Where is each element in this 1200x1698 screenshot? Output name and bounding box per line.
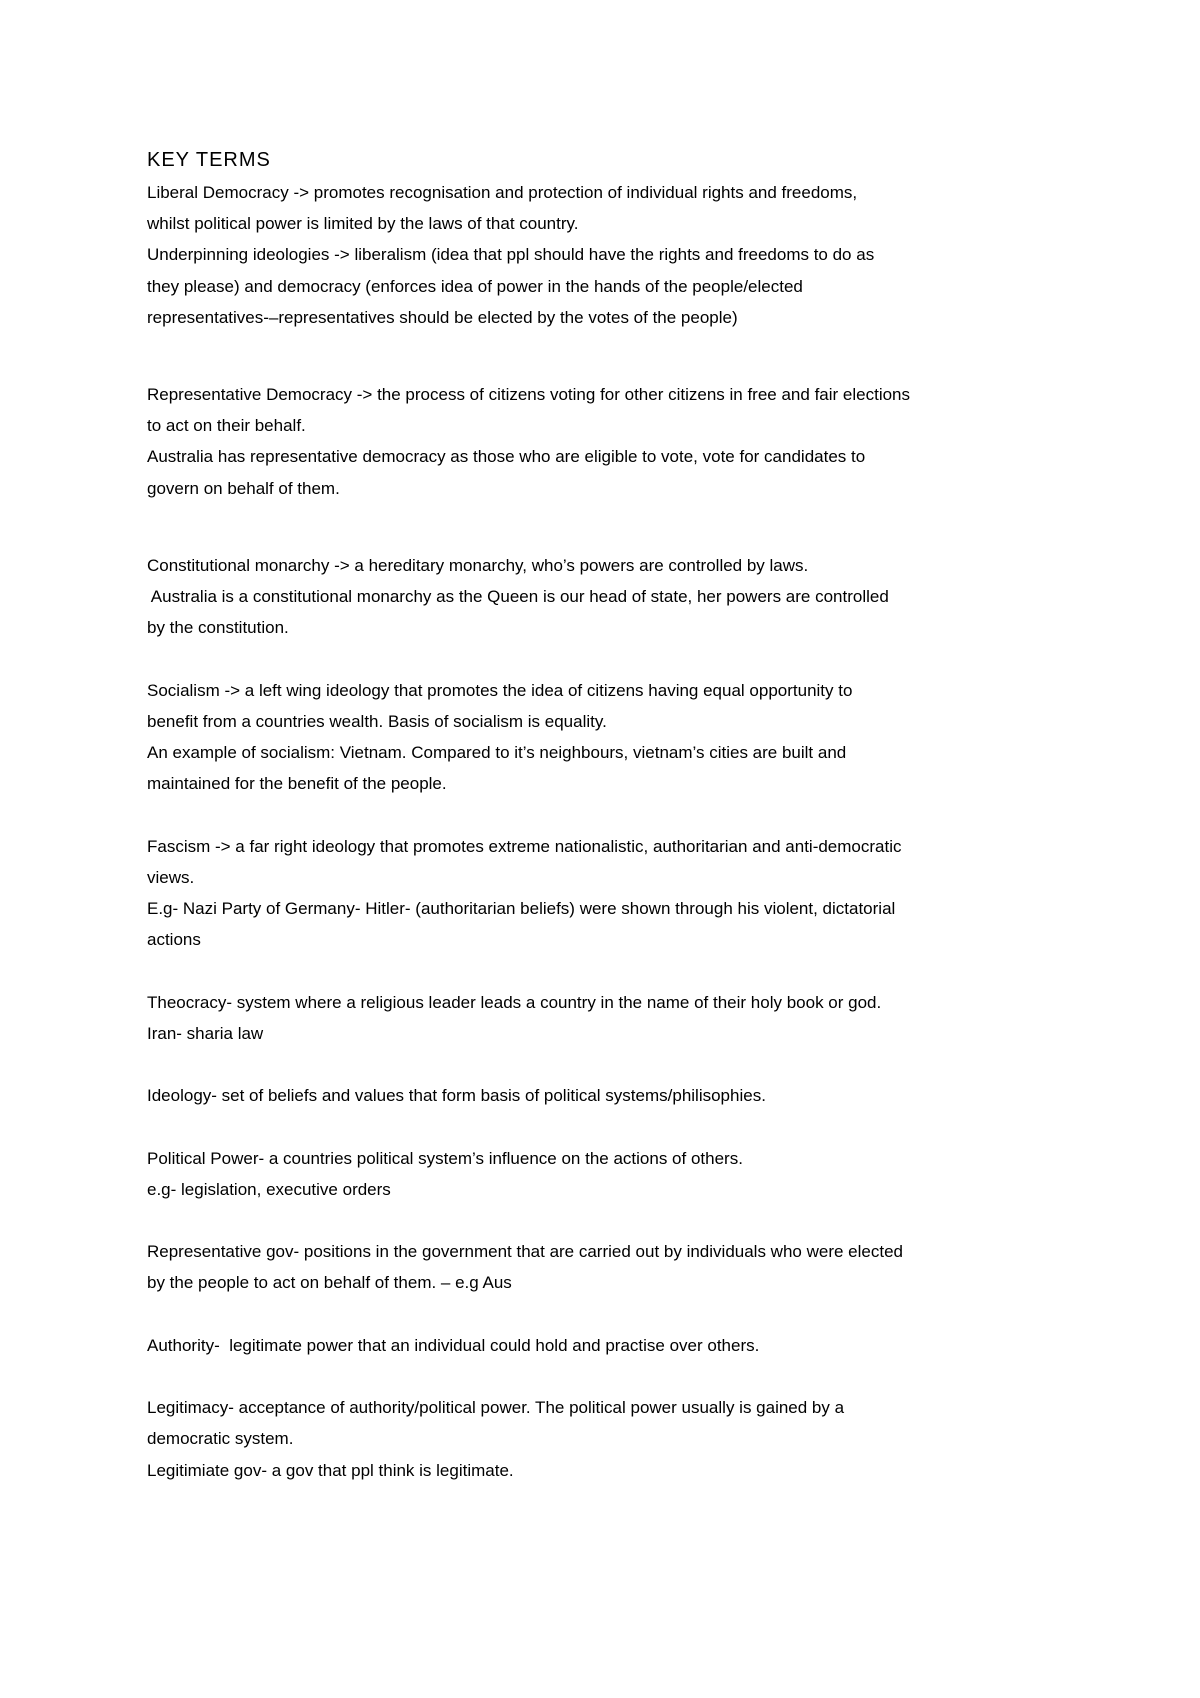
text-line: Ideology- set of beliefs and values that form basis of political systems/philisophies.: [147, 1086, 766, 1106]
text-line: Theocracy- system where a religious leader leads a country in the name of their holy book or god.: [147, 992, 882, 1012]
text-line: by the people to act on behalf of them. – e.g Aus: [147, 1273, 512, 1293]
text-line: democratic system.: [147, 1429, 294, 1449]
text-line: e.g- legislation, executive orders: [147, 1179, 391, 1199]
text-line: Underpinning ideologies -> liberalism (idea that ppl should have the rights and freedoms to do as: [147, 245, 875, 265]
spacer: [147, 955, 1087, 986]
representative-democracy-section: [147, 379, 1087, 504]
text-line: Iran- sharia law: [147, 1023, 264, 1043]
text-line: benefit from a countries wealth. Basis of socialism is equality.: [147, 711, 607, 731]
spacer: [147, 1205, 1087, 1236]
spacer: [147, 333, 1087, 379]
text-line: Representative Democracy -> the process of citizens voting for other citizens in free and fair elections: [147, 385, 910, 405]
text-line: Australia is a constitutional monarchy as the Queen is our head of state, her powers are controlled: [147, 587, 889, 607]
text-line: E.g- Nazi Party of Germany- Hitler- (authoritarian beliefs) were shown through his violent, dictatorial: [147, 899, 896, 919]
text-line: actions: [147, 930, 201, 950]
text-line: to act on their behalf.: [147, 416, 306, 436]
text-line: Australia has representative democracy as those who are eligible to vote, vote for candidates to: [147, 447, 866, 467]
document-page: [147, 147, 1087, 1486]
liberal-democracy-section: [147, 177, 1087, 333]
text-line: Liberal Democracy -> promotes recognisation and protection of individual rights and freedoms,: [147, 183, 858, 202]
text-line: by the constitution.: [147, 618, 289, 638]
spacer: [147, 643, 1087, 674]
legitimacy-section: [147, 1392, 1087, 1486]
page-title: KEY TERMS: [147, 149, 271, 171]
spacer: [147, 799, 1087, 830]
text-line: Socialism -> a left wing ideology that promotes the idea of citizens having equal opportunity to: [147, 680, 853, 700]
spacer: [147, 504, 1087, 550]
constitutional-monarchy-section: [147, 550, 1087, 644]
spacer: [147, 1299, 1087, 1330]
text-line: govern on behalf of them.: [147, 478, 340, 498]
spacer: [147, 1361, 1087, 1392]
spacer: [147, 1049, 1087, 1080]
spacer: [147, 1111, 1087, 1142]
representative-gov-section: [147, 1236, 1087, 1298]
text-line: maintained for the benefit of the people.: [147, 774, 447, 794]
text-line: Legitimacy- acceptance of authority/political power. The political power usually is gained by a: [147, 1398, 845, 1418]
text-line: Constitutional monarchy -> a hereditary monarchy, who’s powers are controlled by laws.: [147, 555, 809, 575]
text-line: An example of socialism: Vietnam. Compared to it’s neighbours, vietnam’s cities are built and: [147, 743, 847, 763]
text-line: views.: [147, 867, 195, 887]
fascism-section: [147, 831, 1087, 956]
theocracy-section: [147, 987, 1087, 1049]
ideology-section: [147, 1080, 1087, 1111]
text-line: whilst political power is limited by the laws of that country.: [147, 214, 579, 234]
text-line: they please) and democracy (enforces idea of power in the hands of the people/elected: [147, 276, 803, 296]
text-line: Political Power- a countries political system’s influence on the actions of others.: [147, 1148, 743, 1168]
text-line: representatives-–representatives should be elected by the votes of the people): [147, 307, 738, 327]
socialism-section: [147, 675, 1087, 800]
text-line: Legitimiate gov- a gov that ppl think is legitimate.: [147, 1460, 514, 1480]
authority-section: [147, 1330, 1087, 1361]
text-line: Fascism -> a far right ideology that promotes extreme nationalistic, authoritarian and anti-democratic: [147, 836, 902, 856]
text-line: Authority- legitimate power that an individual could hold and practise over others.: [147, 1335, 760, 1355]
text-line: Representative gov- positions in the government that are carried out by individuals who were elected: [147, 1242, 903, 1262]
political-power-section: [147, 1143, 1087, 1205]
